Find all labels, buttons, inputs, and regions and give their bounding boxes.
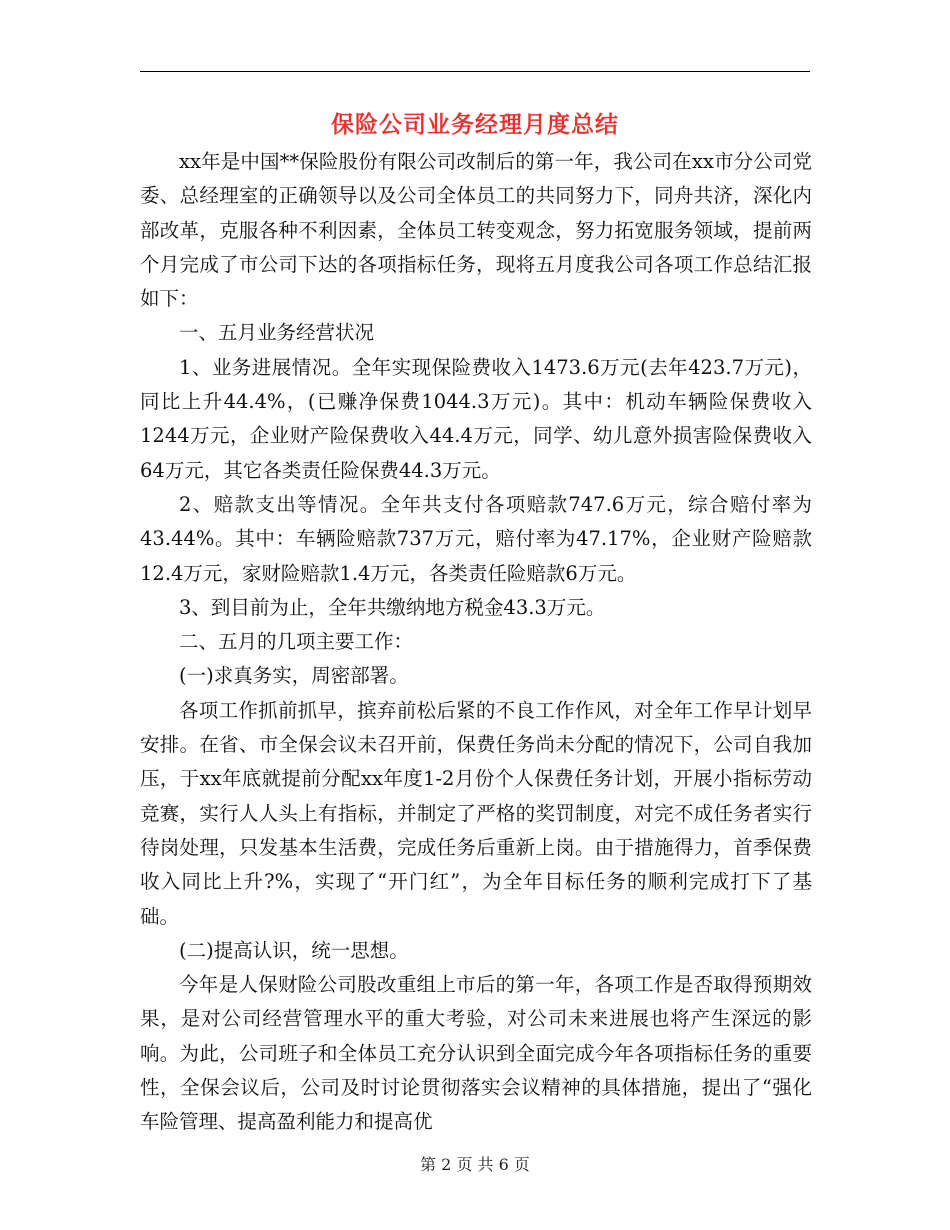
claims-paragraph: 2、赔款支出等情况。全年共支付各项赔款747.6万元，综合赔付率为43.44%。其中：车辆险赔款737万元，赔付率为47.17%，企业财产险赔款 12.4万元，家财险赔款1.4万元，各类责任险赔款6万元。 (140, 492, 812, 585)
section-heading-1: 一、五月业务经营状况 (179, 321, 375, 345)
section-heading-2: 二、五月的几项主要工作： (179, 630, 414, 654)
header-rule (140, 71, 810, 72)
subsection-heading-2: (二)提高认识，统一思想。 (179, 938, 409, 962)
page-footer: 第 2 页 共 6 页 (420, 1155, 530, 1174)
planning-paragraph: 各项工作抓前抓早，摈弃前松后紧的不良工作作风，对全年工作早计划早安排。在省、市全保会议未召开前，保费任务尚未分配的情况下，公司自我加压，于xx年底就提前分配xx年度1-2月份个人保费任务计划，开展小指标劳动竞赛，实行人人头上有指标，并制定了严格的奖罚制度，对完不成任务者实行待岗处理，只发基本生活费，完成任务后重新上岗。由于措施得力，首季保费收入同比上升?%，实现了“开门红”，为全年目标任务的顺利完成打下了基础。 (140, 698, 812, 928)
business-progress-paragraph: 1、业务进展情况。全年实现保险费收入1473.6万元(去年423.7万元)，同比上升44.4%，(已赚净保费1044.3万元)。其中：机动车辆险保费收入1244万元，企业财产险保费收入44.4万元，同学、幼儿意外损害险保费收入64万元，其它各类责任险保费44.3万元。 (140, 355, 812, 482)
document-title: 保险公司业务经理月度总结 (331, 111, 619, 138)
intro-paragraph: xx年是中国**保险股份有限公司改制后的第一年，我公司在xx市分公司党委、总经理室的正确领导以及公司全体员工的共同努力下，同舟共济，深化内部改革，克服各种不利因素，全体员工转变观念，努力拓宽服务领域，提前两个月完成了市公司下达的各项指标任务，现将五月度我公司各项工作总结汇报如下： (140, 150, 812, 311)
awareness-paragraph: 今年是人保财险公司股改重组上市后的第一年，各项工作是否取得预期效果，是对公司经营管理水平的重大考验，对公司未来进展也将产生深远的影响。为此，公司班子和全体员工充分认识到全面完成今年各项指标任务的重要性，全保会议后，公司及时讨论贯彻落实会议精神的具体措施，提出了“强化车险管理、提高盈利能力和提高优 (140, 973, 812, 1134)
tax-paragraph: 3、到目前为止，全年共缴纳地方税金43.3万元。 (179, 595, 606, 619)
subsection-heading-1: (一)求真务实，周密部署。 (179, 664, 409, 688)
document-body (140, 145, 812, 1140)
